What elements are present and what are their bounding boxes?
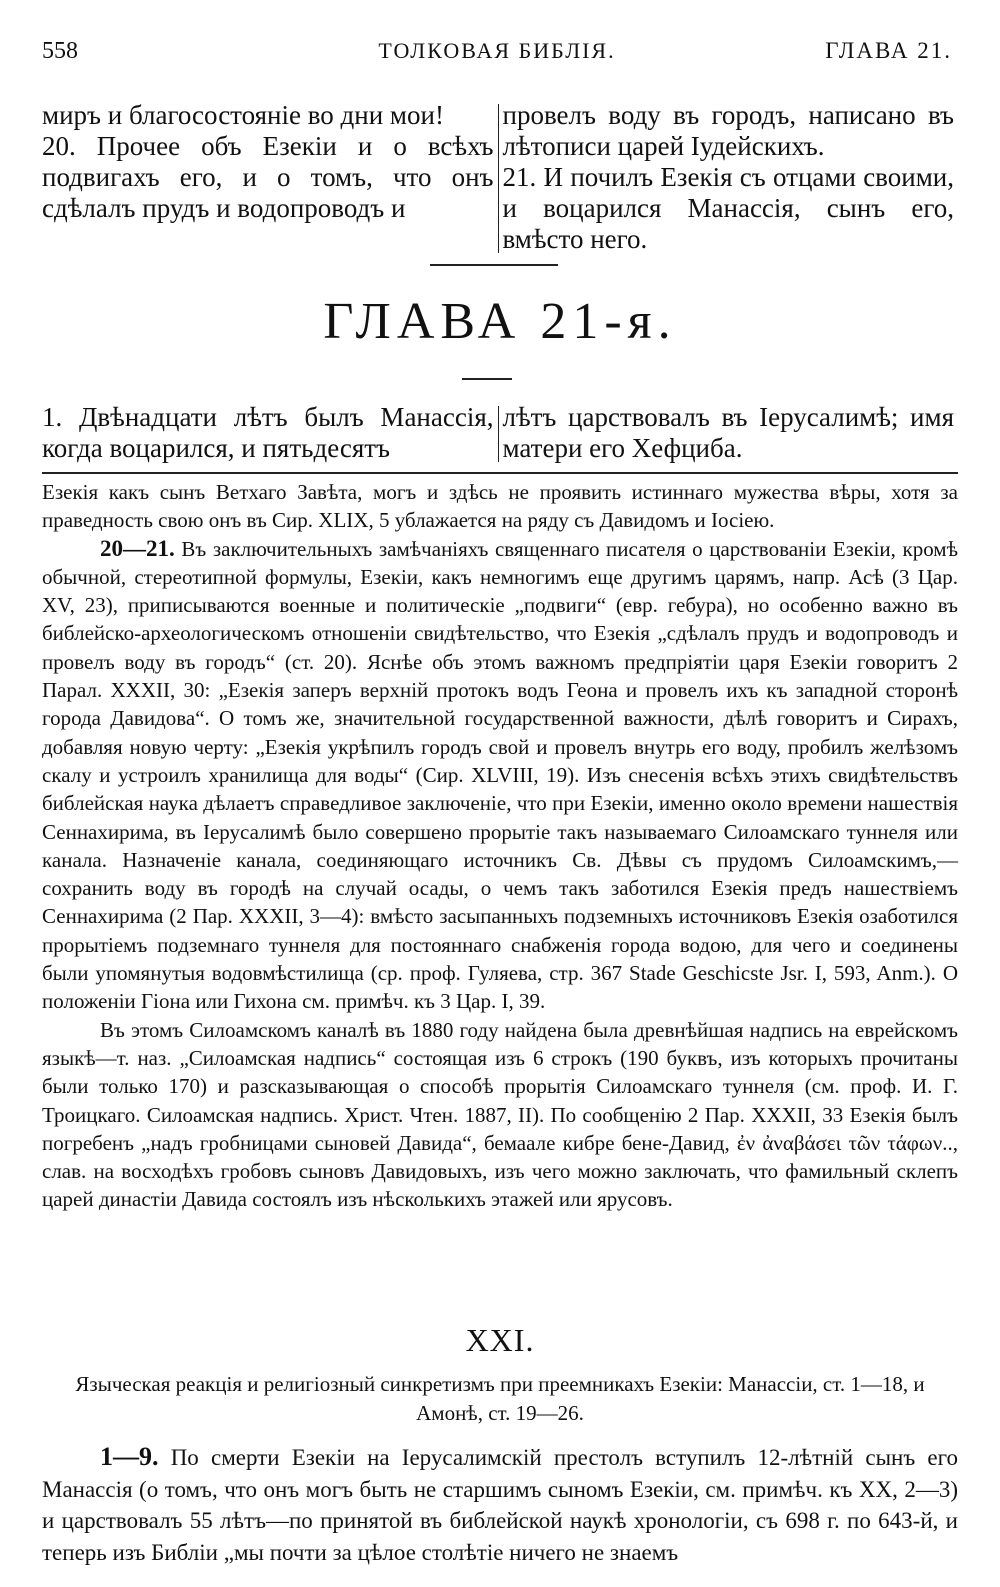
commentary-paragraph: Въ этомъ Силоамскомъ каналѣ въ 1880 году найдена была древнѣйшая надпись на еврейскомъ языкѣ—т. наз. „Силоамская надпись“ состоящая изъ 6 строкъ (190 буквъ, изъ которыхъ прочитаны были только 170) и разсказывающая о способѣ прорытія Силоамскаго туннеля (см. проф. И. Г. Троицкаго. Силоамская надпись. Христ. Чтен. 1887, II). По сообщенію 2 Пар. XXXII, 33 Езекія былъ погребенъ „надъ гробницами сыновей Давида“, бемаале кибре бене-Давид, ἐν ἀναβάσει τῶν τάφων.., слав. на восходѣхъ гробовъ сыновъ Давидовыхъ, изъ чего можно заключать, что фамильный склепъ царей династіи Давида состоялъ изъ нѣсколькихъ этажей или ярусовъ. <box>42 1017 958 1212</box>
verse-text: 21. И почилъ Езекія съ отцами своими, и воцарился Манассія, сынъ его, вмѣсто него. <box>502 162 954 254</box>
commentary <box>42 478 958 1214</box>
commentary-paragraph <box>42 535 958 1016</box>
column-rule <box>498 104 499 253</box>
verses-ch21 <box>42 402 954 464</box>
commentary-text: Въ заключительныхъ замѣчаніяхъ священнаго писателя о царствованіи Езекіи, кромѣ обычной, стереотипной формулы, Езекіи, какъ немногимъ еще другимъ царямъ, напр. Асѣ (3 Цар. XV, 23), приписываются военные и политическіе „подвиги“ (евр. гебура), но особенно важно въ библейско-археологическомъ отношеніи свидѣтельство, что Езекія „сдѣлалъ прудъ и водопроводъ и провелъ воду въ городъ“ (ст. 20). Яснѣе объ этомъ важномъ предпріятіи царя Езекіи говоритъ 2 Парал. XXXII, 30: „Езекія заперъ верхній протокъ водъ Геона и провелъ ихъ къ западной сторонѣ города Давидова“. О томъ же, значительной государственной важности, дѣлѣ говоритъ и Сирахъ, добавляя новую черту: „Езекія укрѣпилъ городъ свой и провелъ внутрь его воду, пробилъ желѣзомъ скалу и устроилъ хранилища для воды“ (Сир. XLVIII, 19). Изъ снесенія всѣхъ этихъ свидѣтельствъ библейская наука дѣлаетъ справедливое заключеніе, что при Езекіи, именно около времени нашествія Сеннахирима, въ Іерусалимѣ было совершено прорытіе такъ называемаго Силоамскаго туннеля или канала. Назначеніе канала, соединяющаго источникъ Св. Дѣвы съ прудомъ Силоамскимъ,—сохранить воду въ городѣ на случай осады, о чемъ такъ заботился Езекія предъ нашествіемъ Сеннахирима (2 Пар. XXXII, 3—4): вмѣсто засыпанныхъ подземныхъ источниковъ Езекія озаботился прорытіемъ подземнаго туннеля для постояннаго снабженія города водою, для чего и соединены были упомянутыя водовмѣстилища (ср. проф. Гуляева, стр. 367 Stade Geschicste Jsr. I, 593, Anm.). О положеніи Гіона или Гихона см. примѣч. къ 3 Цар. I, 39. <box>42 536 959 1014</box>
page-number: 558 <box>42 38 78 64</box>
commentary-paragraph <box>42 1441 958 1568</box>
verses-top-right <box>503 100 955 255</box>
book-title: ТОЛКОВАЯ БИБЛІЯ. <box>378 38 616 63</box>
verse-text: миръ и благосостояніе во дни мои! <box>42 100 444 130</box>
divider <box>430 264 558 266</box>
final-paragraph <box>42 1441 958 1568</box>
verse-marker: 20—21. <box>100 535 175 561</box>
verse-text: провелъ воду въ городъ, написано въ лѣтописи царей Іудейскихъ. <box>502 100 954 161</box>
verse-text: 20. Прочее объ Езекіи и о всѣхъ подвигахъ его, и о томъ, что онъ сдѣлалъ прудъ и водопроводъ и <box>42 131 494 223</box>
verses-ch21-right: лѣтъ царствовалъ въ Іерусалимѣ; имя матери его Хефциба. <box>502 402 954 463</box>
commentary-text: По смерти Езекіи на Іерусалимскій престолъ вступилъ 12-лѣтній сынъ его Манассія (о томъ, что онъ могъ быть не старшимъ сыномъ Езекіи, см. примѣч. къ XX, 2—3) и царствовалъ 55 лѣтъ—по принятой въ библейской наукѣ хронологіи, съ 698 г. по 643-й, и теперь изъ Библіи „мы почти за цѣлое столѣтіе ничего не знаемъ <box>42 1445 958 1565</box>
divider <box>42 472 958 474</box>
running-chapter: ГЛАВА 21. <box>825 38 952 63</box>
running-head <box>42 38 952 72</box>
chapter-title: ГЛАВА 21-я. <box>323 293 677 350</box>
divider <box>462 378 512 380</box>
verses-top <box>42 100 954 255</box>
verses-ch21-left: 1. Двѣнадцати лѣтъ былъ Манассія, когда воцарился, и пятьдесятъ <box>42 402 494 463</box>
commentary-paragraph: Езекія какъ сынъ Ветхаго Завѣта, могъ и здѣсь не проявить истиннаго мужества вѣры, хотя за праведность свою онъ въ Сир. XLIX, 5 ублажается на ряду съ Давидомъ и Іосіею. <box>42 480 958 533</box>
verses-top-left <box>42 100 494 255</box>
section-title: Языческая реакція и религіозный синкретизмъ при преемникахъ Езекіи: Манассіи, ст. 1—18, и Амонѣ, ст. 19—26. <box>75 1372 925 1425</box>
verse-marker: 1—9. <box>100 1442 159 1471</box>
section-number: XXI. <box>465 1322 535 1358</box>
column-rule <box>498 406 499 462</box>
